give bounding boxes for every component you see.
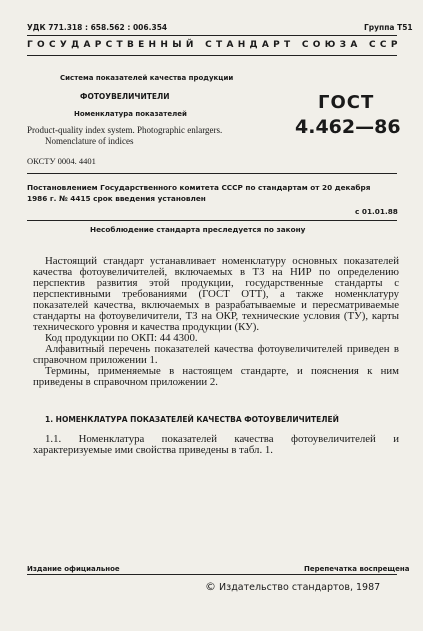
nomenclature-subtitle: Номенклатура показателей xyxy=(74,110,187,118)
effective-date: с 01.01.88 xyxy=(355,207,398,216)
gost-label: ГОСТ xyxy=(318,92,375,113)
decree-line-2: 1986 г. № 4415 срок введения установлен xyxy=(27,194,206,203)
compliance-note: Несоблюдение стандарта преследуется по закону xyxy=(90,225,306,234)
gost-number: 4.462—86 xyxy=(295,116,401,138)
decree-line-1: Постановлением Государственного комитета СССР по стандартам от 20 декабря xyxy=(27,183,371,192)
decree-rule xyxy=(27,220,397,221)
english-title-line-2: Nomenclature of indices xyxy=(45,136,134,146)
body-paragraph-4: Термины, применяемые в настоящем стандарте, и пояснения к ним приведены в справочном приложении 2. xyxy=(33,365,399,388)
copyright-icon: © xyxy=(205,580,216,593)
body-paragraph-1: Настоящий стандарт устанавливает номенклатуру основных показателей качества фотоувеличителей, включаемых в ТЗ на НИР по определению перспектив развития этой продукции, государственные стандарты с перспективными требованиями (ГОСТ ОТТ), а также номенклатуру показателей качества, включаемых в разрабатываемые и пересматриваемые стандарты на фотоувеличители, ТЗ на ОКР, технические условия (ТУ), карты технического уровня и качества продукции (КУ). xyxy=(33,255,399,333)
section-1-title: 1. НОМЕНКЛАТУРА ПОКАЗАТЕЛЕЙ КАЧЕСТВА ФОТОУВЕЛИЧИТЕЛЕЙ xyxy=(45,415,339,424)
product-title: ФОТОУВЕЛИЧИТЕЛИ xyxy=(80,92,170,101)
copyright-line xyxy=(205,580,380,593)
section-1-paragraph: 1.1. Номенклатура показателей качества фотоувеличителей и характеризуемые ими свойства приведены в табл. 1. xyxy=(33,433,399,456)
footer-rule xyxy=(27,574,397,575)
series-title: Система показателей качества продукции xyxy=(60,74,234,82)
top-rule xyxy=(27,35,397,36)
udk-code: УДК 771.318 : 658.562 : 006.354 xyxy=(27,23,168,32)
reprint-prohibited-note: Перепечатка воспрещена xyxy=(304,565,410,573)
body-paragraph-2: Код продукции по ОКП: 44 4300. xyxy=(45,332,198,344)
english-title-line-1: Product-quality index system. Photographic enlargers. xyxy=(27,125,223,135)
section-1-text xyxy=(33,434,399,456)
body-text xyxy=(33,256,399,388)
banner-rule xyxy=(27,55,397,56)
copyright-text: Издательство стандартов, 1987 xyxy=(219,582,381,593)
section-rule xyxy=(27,173,397,174)
okstu-code: ОКСТУ 0004. 4401 xyxy=(27,156,96,166)
official-edition-note: Издание официальное xyxy=(27,565,120,573)
body-paragraph-3: Алфавитный перечень показателей качества фотоувеличителей приведен в справочном приложении 1. xyxy=(33,343,399,366)
state-standard-banner: ГОСУДАРСТВЕННЫЙ СТАНДАРТ СОЮЗА ССР xyxy=(27,40,402,50)
group-code: Группа Т51 xyxy=(364,23,413,32)
